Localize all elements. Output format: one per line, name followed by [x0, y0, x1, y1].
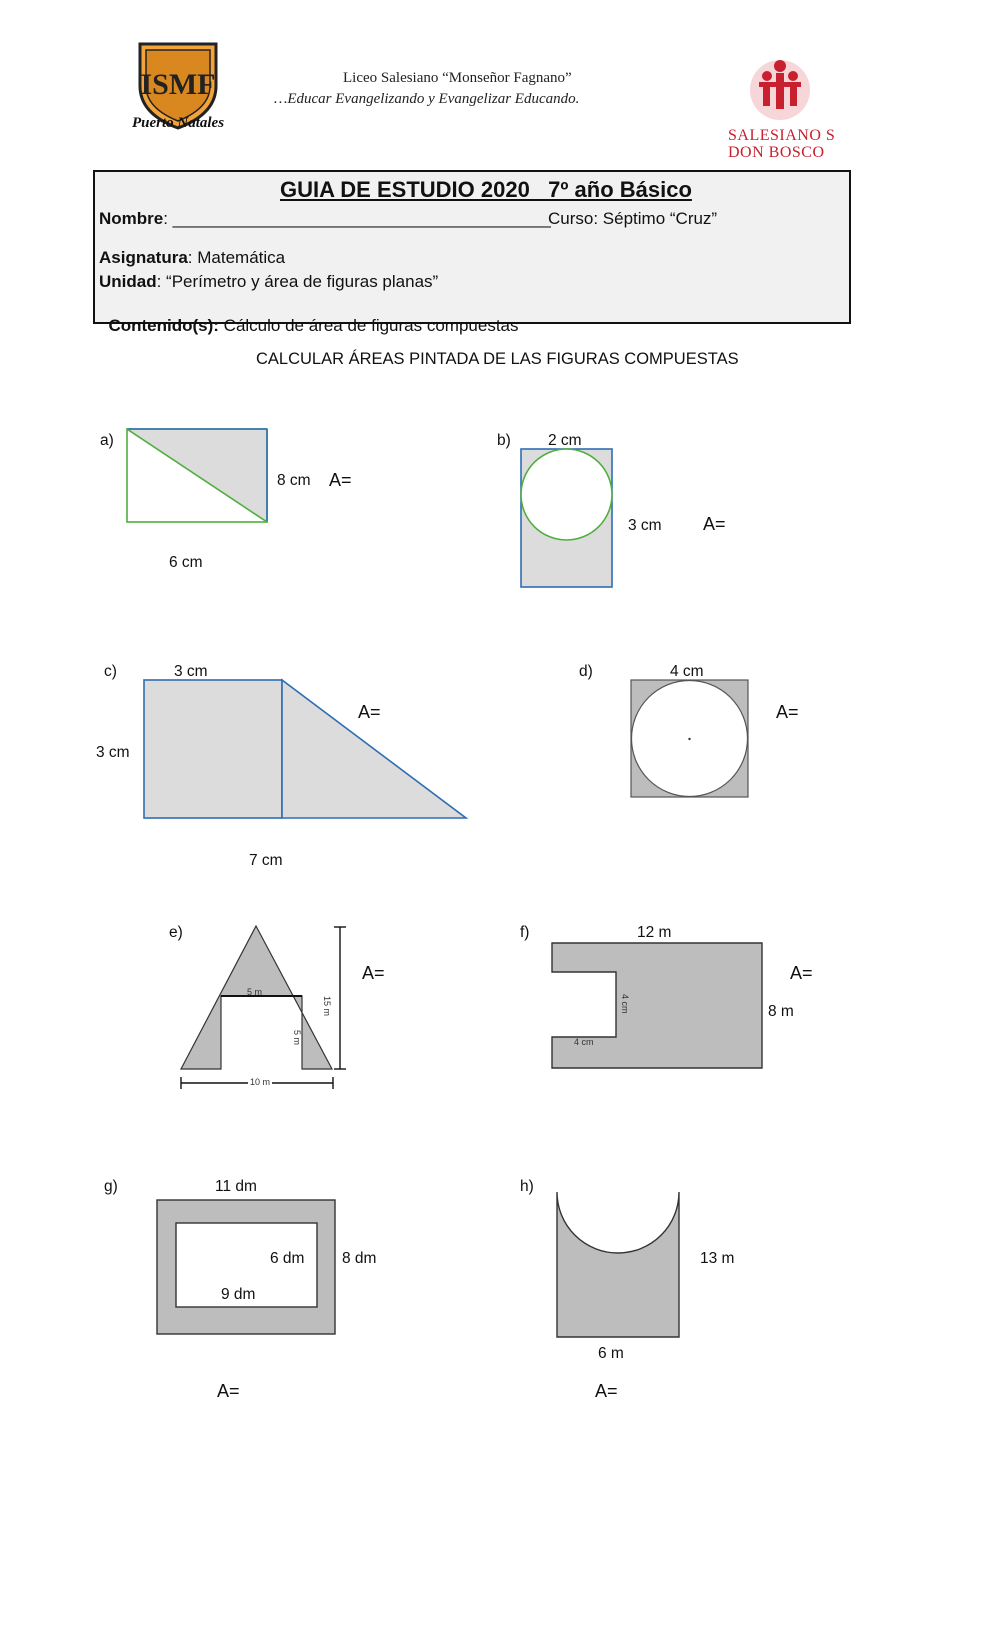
b-side-label: 3 cm [628, 517, 662, 534]
h-answer[interactable]: A= [595, 1381, 618, 1401]
content-label: Contenido(s): [108, 316, 219, 335]
figure-f [552, 943, 762, 1068]
c-left-label: 3 cm [96, 744, 130, 761]
e-base-label: 10 m [250, 1077, 271, 1087]
subject-value: : Matemática [187, 248, 286, 267]
letter-d: d) [579, 663, 593, 680]
h-side-label: 13 m [700, 1250, 735, 1267]
g-answer[interactable]: A= [217, 1381, 240, 1401]
c-base-label: 7 cm [249, 852, 283, 869]
a-answer[interactable]: A= [329, 470, 352, 490]
b-answer[interactable]: A= [703, 514, 726, 534]
b-top-label: 2 cm [548, 432, 582, 449]
logo-caption: Puerto Natales [131, 115, 225, 131]
name-field[interactable]: : ________________________________________ [163, 209, 551, 228]
c-top-label: 3 cm [174, 663, 208, 680]
school-motto: …Educar Evangelizando y Evangelizar Educando. [274, 91, 580, 107]
letter-h: h) [520, 1178, 534, 1195]
guide-title: GUIA DE ESTUDIO 2020 7º año Básico [280, 177, 692, 202]
letter-b: b) [497, 432, 511, 449]
f-top-label: 12 m [637, 924, 672, 941]
subject-label: Asignatura [99, 248, 188, 267]
f-notch-depth-label: 4 cm [620, 994, 630, 1014]
figure-a [127, 429, 267, 522]
letter-c: c) [104, 663, 117, 680]
d-top-label: 4 cm [670, 663, 704, 680]
unit-value: : “Perímetro y área de figuras planas” [156, 272, 439, 291]
e-height-label: 15 m [322, 996, 332, 1017]
g-outer-side-label: 8 dm [342, 1250, 377, 1267]
figure-b [521, 449, 612, 587]
content-value: Cálculo de área de figuras compuestas [218, 316, 519, 335]
course-label: Curso: Séptimo “Cruz” [548, 209, 718, 228]
name-label: Nombre [99, 209, 164, 228]
figure-g [157, 1200, 335, 1334]
school-logo-letters: ISMF [140, 68, 216, 101]
salesianos-line1: SALESIANO S [728, 127, 836, 144]
e-inner-top-label: 5 m [247, 987, 263, 997]
a-side-label: 8 cm [277, 472, 311, 489]
salesianos-line2: DON BOSCO [728, 144, 825, 161]
letter-g: g) [104, 1178, 118, 1195]
f-notch-width-label: 4 cm [574, 1037, 594, 1047]
instruction: CALCULAR ÁREAS PINTADA DE LAS FIGURAS COMPUESTAS [256, 350, 739, 368]
g-inner-base-label: 9 dm [221, 1286, 256, 1303]
g-inner-height-label: 6 dm [270, 1250, 305, 1267]
d-answer[interactable]: A= [776, 702, 799, 722]
e-answer[interactable]: A= [362, 963, 385, 983]
figure-d [631, 680, 748, 797]
a-base-label: 6 cm [169, 554, 203, 571]
figure-c [144, 680, 466, 818]
unit-label: Unidad [99, 272, 157, 291]
h-base-label: 6 m [598, 1345, 624, 1362]
e-inner-side-label: 5 m [292, 1030, 302, 1046]
letter-a: a) [100, 432, 114, 449]
school-name: Liceo Salesiano “Monseñor Fagnano” [343, 70, 572, 86]
c-answer[interactable]: A= [358, 702, 381, 722]
g-outer-top-label: 11 dm [215, 1178, 257, 1195]
figure-h [557, 1192, 679, 1337]
letter-f: f) [520, 924, 530, 941]
f-answer[interactable]: A= [790, 963, 813, 983]
letter-e: e) [169, 924, 183, 941]
f-side-label: 8 m [768, 1003, 794, 1020]
